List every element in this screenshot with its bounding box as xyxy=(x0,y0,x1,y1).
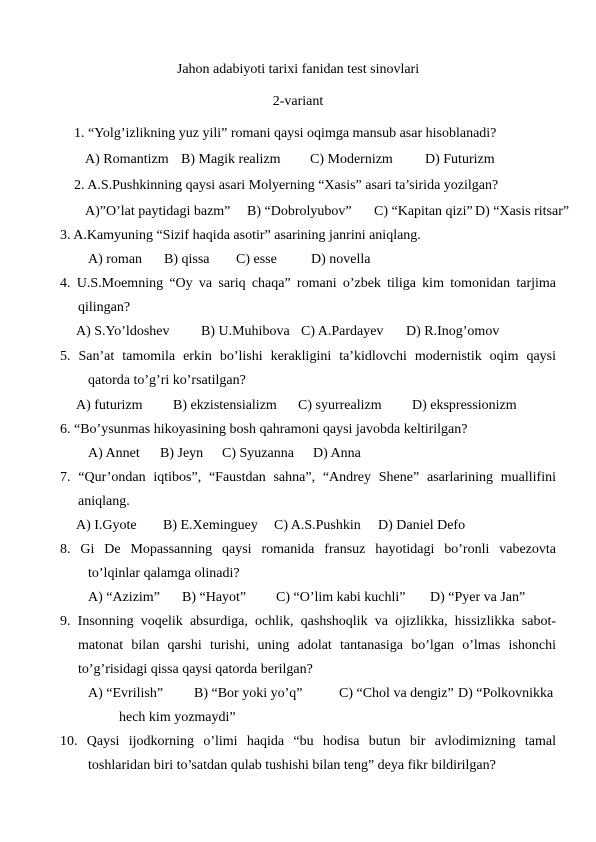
question-8-line-1: 8. Gi De Mopassanning qaysi romanida fransuz hayotidagi bo’ronli vabezovta xyxy=(60,542,556,557)
document-title: Jahon adabiyoti tarixi fanidan test sinovlari xyxy=(176,62,420,77)
question-7-line-2: aniqlang. xyxy=(78,494,130,509)
q7-option-b: B) E.Xeminguey xyxy=(163,518,258,533)
q4-option-b: B) U.Muhibova xyxy=(201,324,290,339)
q5-option-d: D) ekspressionizm xyxy=(412,398,517,413)
q8-option-a: A) “Azizim” xyxy=(88,590,160,605)
question-4-line-1: 4. U.S.Moemning “Oy va sariq chaqa” romani o’zbek tiliga kim tomonidan tarjima xyxy=(60,276,556,291)
q2-option-d: D) “Xasis ritsar” xyxy=(475,204,570,219)
question-10-line-2: toshlaridan biri to’satdan qulab tushishi bilan teng” deya fikr bildirilgan? xyxy=(88,758,496,773)
q6-option-b: B) Jeyn xyxy=(160,446,204,461)
q3-option-a: A) roman xyxy=(88,252,143,267)
q6-option-d: D) Anna xyxy=(313,446,361,461)
q3-option-c: C) esse xyxy=(236,252,277,267)
question-10-line-1: 10. Qaysi ijodkorning o’limi haqida “bu hodisa butun bir avlodimizning tamal xyxy=(60,734,556,749)
q1-option-c: C) Modernizm xyxy=(310,152,393,167)
q3-option-d: D) novella xyxy=(311,252,371,267)
q8-option-d: D) “Pyer va Jan” xyxy=(430,590,526,605)
q5-option-b: B) ekzistensializm xyxy=(173,398,277,413)
q7-option-d: D) Daniel Defo xyxy=(378,518,466,533)
q4-option-c: C) A.Pardayev xyxy=(301,324,384,339)
question-3: 3. A.Kamyuning “Sizif haqida asotir” asarining janrini aniqlang. xyxy=(60,228,421,243)
q9-option-a: A) “Evrilish” xyxy=(88,686,164,701)
question-1: 1. “Yolg’izlikning yuz yili” romani qaysi oqimga mansub asar hisoblanadi? xyxy=(74,126,497,141)
q3-option-b: B) qissa xyxy=(164,252,210,267)
q1-option-a: A) Romantizm xyxy=(85,152,169,167)
q8-option-c: C) “O’lim kabi kuchli” xyxy=(276,590,406,605)
question-8-line-2: to’lqinlar qalamga olinadi? xyxy=(88,566,240,581)
q5-option-c: C) syurrealizm xyxy=(298,398,382,413)
q9-option-c: C) “Chol va dengiz” xyxy=(339,686,454,701)
q2-option-b: B) “Dobrolyubov” xyxy=(247,204,352,219)
q7-option-a: A) I.Gyote xyxy=(76,518,137,533)
q4-option-a: A) S.Yo’ldoshev xyxy=(76,324,170,339)
q6-option-a: A) Annet xyxy=(88,446,140,461)
question-9-line-3: to’g’risidagi qissa qaysi qatorda berilgan? xyxy=(78,662,313,677)
q1-option-b: B) Magik realizm xyxy=(181,152,281,167)
question-5-line-2: qatorda to’g’ri ko’rsatilgan? xyxy=(88,373,246,388)
question-9-line-1: 9. Insonning voqelik absurdiga, ochlik, qashshoqlik va ojizlikka, hissizlikka sabot- xyxy=(60,614,556,629)
question-5-line-1: 5. San’at tamomila erkin bo’lishi kerakligini ta’kidlovchi modernistik oqim qaysi xyxy=(60,349,556,364)
q8-option-b: B) “Hayot” xyxy=(182,590,247,605)
q2-option-a: A)”O’lat paytidagi bazm” xyxy=(85,204,231,219)
q9-option-b: B) “Bor yoki yo’q” xyxy=(194,686,303,701)
q5-option-a: A) futurizm xyxy=(76,398,143,413)
q6-option-c: C) Syuzanna xyxy=(222,446,294,461)
question-7-line-1: 7. “Qur’ondan iqtibos”, “Faustdan sahna”, “Andrey Shene” asarlarining muallifini xyxy=(60,470,556,485)
question-9-line-2: matonat bilan qarshi turishi, uning adolat tantanasiga bo’lgan o’lmas ishonchi xyxy=(78,638,556,653)
q9-option-d: D) “Polkovnikka xyxy=(458,686,554,701)
question-6: 6. “Bo’ysunmas hikoyasining bosh qahramoni qaysi javobda keltirilgan? xyxy=(60,422,468,437)
question-2: 2. A.S.Pushkinning qaysi asari Molyerning “Xasis” asari ta’sirida yozilgan? xyxy=(74,178,499,193)
variant-label: 2-variant xyxy=(272,94,324,109)
q9-option-d-continuation: hech kim yozmaydi” xyxy=(119,710,236,725)
q4-option-d: D) R.Inog’omov xyxy=(406,324,500,339)
question-4-line-2: qilingan? xyxy=(78,300,131,315)
q7-option-c: C) A.S.Pushkin xyxy=(274,518,361,533)
q2-option-c: C) “Kapitan qizi” xyxy=(374,204,473,219)
q1-option-d: D) Futurizm xyxy=(425,152,495,167)
